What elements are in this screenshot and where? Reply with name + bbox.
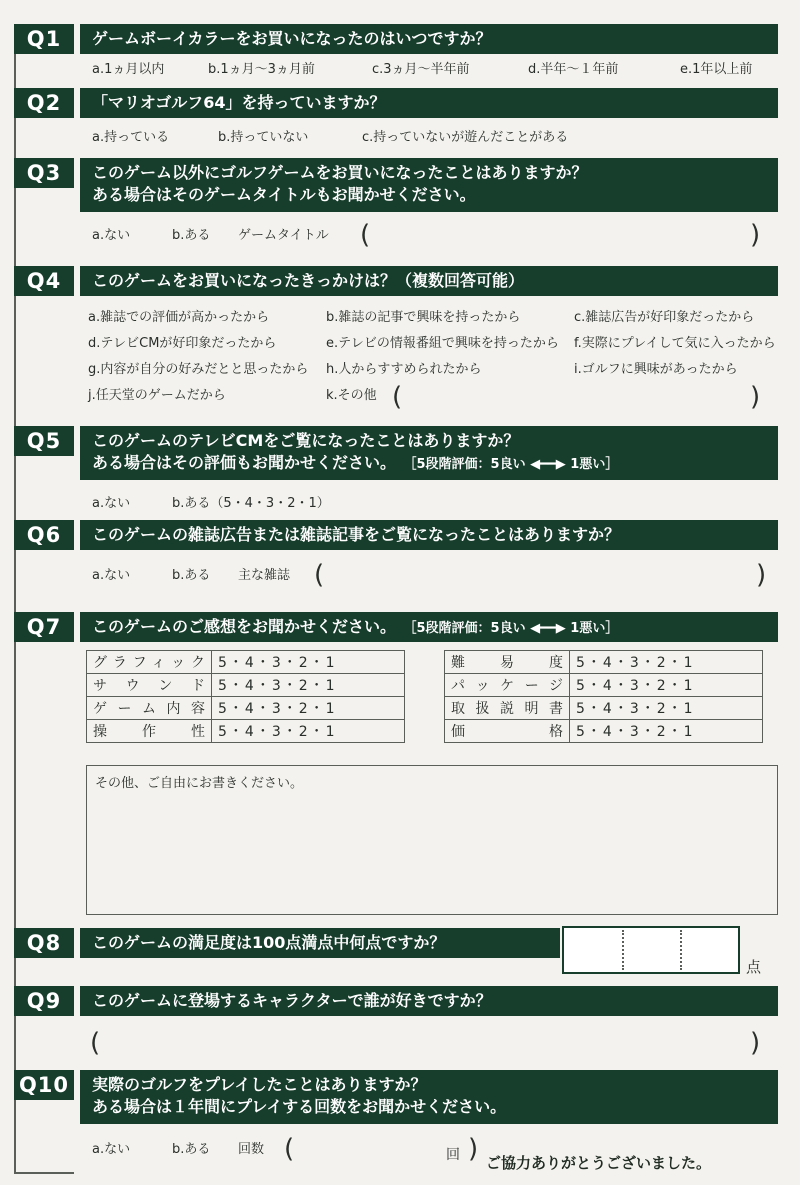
q8-score-box[interactable] <box>562 926 740 974</box>
q4-option-g[interactable]: g.内容が自分の好みだとと思ったから <box>88 362 309 377</box>
q9-question: このゲームに登場するキャラクターで誰が好きですか？ <box>80 986 778 1016</box>
q5-option-b[interactable]: b.ある（5・4・3・2・1） <box>172 496 330 511</box>
q9-paren-close: ) <box>750 1028 761 1058</box>
q6-paren-close: ) <box>756 560 767 590</box>
rating-row <box>445 720 763 743</box>
rating-label: 操作性 <box>87 720 212 743</box>
rating-row <box>445 697 763 720</box>
q10-number: Q10 <box>14 1070 74 1100</box>
q2-option-b[interactable]: b.持っていない <box>218 130 309 145</box>
q5-question-line1: このゲームのテレビCMをご覧になったことはありますか？ <box>92 431 520 450</box>
rating-label: 取扱説明書 <box>445 697 570 720</box>
q7-number: Q7 <box>14 612 74 642</box>
q10-option-b[interactable]: b.ある <box>172 1142 211 1157</box>
q10-unit: 回 <box>446 1147 460 1163</box>
q7-question <box>80 612 778 642</box>
rating-label: ゲーム内容 <box>87 697 212 720</box>
q3-paren-close: ) <box>750 220 761 250</box>
q3-number: Q3 <box>14 158 74 188</box>
rating-scale[interactable]: 5・4・3・2・1 <box>570 674 763 697</box>
q4-paren-open: ( <box>392 382 403 412</box>
q10-question-line1: 実際のゴルフをプレイしたことはありますか？ <box>92 1075 427 1094</box>
q1-option-b[interactable]: b.1ヵ月～3ヵ月前 <box>208 62 315 77</box>
q1-option-d[interactable]: d.半年～１年前 <box>528 62 619 77</box>
q5-option-a[interactable]: a.ない <box>92 496 131 511</box>
q4-number: Q4 <box>14 266 74 296</box>
q7-scale-note: ［5段階評価：5良い ◀━━▶ 1悪い］ <box>410 621 619 636</box>
q3-paren-open: ( <box>360 220 371 250</box>
q1-number: Q1 <box>14 24 74 54</box>
rating-scale[interactable]: 5・4・3・2・1 <box>212 651 405 674</box>
q6-question: このゲームの雑誌広告または雑誌記事をご覧になったことはありますか？ <box>80 520 778 550</box>
q9-number: Q9 <box>14 986 74 1016</box>
q7-rating-table-right <box>444 650 763 743</box>
q3-title-label: ゲームタイトル <box>238 228 329 243</box>
rating-scale[interactable]: 5・4・3・2・1 <box>570 651 763 674</box>
q6-option-b[interactable]: b.ある <box>172 568 211 583</box>
q7-question-text: このゲームのご感想をお聞かせください。 <box>92 617 397 636</box>
rating-scale[interactable]: 5・4・3・2・1 <box>570 697 763 720</box>
q4-question: このゲームをお買いになったきっかけは？（複数回答可能） <box>80 266 778 296</box>
q7-rating-table-left <box>86 650 405 743</box>
q3-option-b[interactable]: b.ある <box>172 228 211 243</box>
rating-row <box>87 720 405 743</box>
q7-free-text-box[interactable] <box>86 765 778 915</box>
q3-question <box>80 158 778 212</box>
rating-label: パッケージ <box>445 674 570 697</box>
rating-scale[interactable]: 5・4・3・2・1 <box>570 720 763 743</box>
rating-scale[interactable]: 5・4・3・2・1 <box>212 720 405 743</box>
q3-question-line2: ある場合はそのゲームタイトルもお聞かせください。 <box>92 185 476 204</box>
q5-scale-note: ［5段階評価：5良い ◀━━▶ 1悪い］ <box>410 457 619 472</box>
q1-option-e[interactable]: e.1年以上前 <box>680 62 753 77</box>
q2-question: 「マリオゴルフ64」を持っていますか？ <box>80 88 778 118</box>
rating-row <box>87 651 405 674</box>
q5-number: Q5 <box>14 426 74 456</box>
q6-number: Q6 <box>14 520 74 550</box>
q10-paren-open: ( <box>284 1134 295 1164</box>
rating-row <box>87 674 405 697</box>
q8-unit: 点 <box>746 958 762 976</box>
q4-paren-close: ) <box>750 382 761 412</box>
q4-option-b[interactable]: b.雑誌の記事で興味を持ったから <box>326 310 521 325</box>
score-divider <box>622 930 624 970</box>
rating-scale[interactable]: 5・4・3・2・1 <box>212 697 405 720</box>
q10-question <box>80 1070 778 1124</box>
q4-option-d[interactable]: d.テレビCMが好印象だったから <box>88 336 277 351</box>
rating-row <box>445 674 763 697</box>
q10-question-line2: ある場合は１年間にプレイする回数をお聞かせください。 <box>92 1097 507 1116</box>
rating-label: グラフィック <box>87 651 212 674</box>
q9-paren-open: ( <box>90 1028 101 1058</box>
q3-question-line1: このゲーム以外にゴルフゲームをお買いになったことはありますか？ <box>92 163 588 182</box>
q1-option-a[interactable]: a.1ヵ月以内 <box>92 62 165 77</box>
q6-option-a[interactable]: a.ない <box>92 568 131 583</box>
thanks-message: ご協力ありがとうございました。 <box>486 1154 712 1172</box>
q10-paren-close: ) <box>468 1134 479 1164</box>
rating-label: サウンド <box>87 674 212 697</box>
score-divider <box>680 930 682 970</box>
q3-option-a[interactable]: a.ない <box>92 228 131 243</box>
rating-label: 難易度 <box>445 651 570 674</box>
q6-paren-open: ( <box>314 560 325 590</box>
q4-option-j[interactable]: j.任天堂のゲームだから <box>88 388 226 403</box>
q2-option-c[interactable]: c.持っていないが遊んだことがある <box>362 130 569 145</box>
q2-option-a[interactable]: a.持っている <box>92 130 170 145</box>
q8-number: Q8 <box>14 928 74 958</box>
q4-option-k[interactable]: k.その他 <box>326 388 377 403</box>
q4-option-a[interactable]: a.雑誌での評価が高かったから <box>88 310 270 325</box>
q4-option-c[interactable]: c.雑誌広告が好印象だったから <box>574 310 755 325</box>
q10-count-label: 回数 <box>238 1142 265 1157</box>
q10-option-a[interactable]: a.ない <box>92 1142 131 1157</box>
q7-free-text-label: その他、ご自由にお書きください。 <box>95 776 304 791</box>
q1-option-c[interactable]: c.3ヵ月～半年前 <box>372 62 470 77</box>
q4-option-f[interactable]: f.実際にプレイして気に入ったから <box>574 336 776 351</box>
q1-question: ゲームボーイカラーをお買いになったのはいつですか？ <box>80 24 778 54</box>
q4-option-i[interactable]: i.ゴルフに興味があったから <box>574 362 738 377</box>
q6-magazine-label: 主な雑誌 <box>238 568 291 583</box>
rating-scale[interactable]: 5・4・3・2・1 <box>212 674 405 697</box>
q2-number: Q2 <box>14 88 74 118</box>
rating-label: 価格 <box>445 720 570 743</box>
q5-question <box>80 426 778 480</box>
rating-row <box>445 651 763 674</box>
rating-row <box>87 697 405 720</box>
q5-question-line2: ある場合はその評価もお聞かせください。 <box>92 453 397 472</box>
q4-option-h[interactable]: h.人からすすめられたから <box>326 362 482 377</box>
q4-option-e[interactable]: e.テレビの情報番組で興味を持ったから <box>326 336 559 351</box>
q8-question: このゲームの満足度は100点満点中何点ですか？ <box>80 928 560 958</box>
